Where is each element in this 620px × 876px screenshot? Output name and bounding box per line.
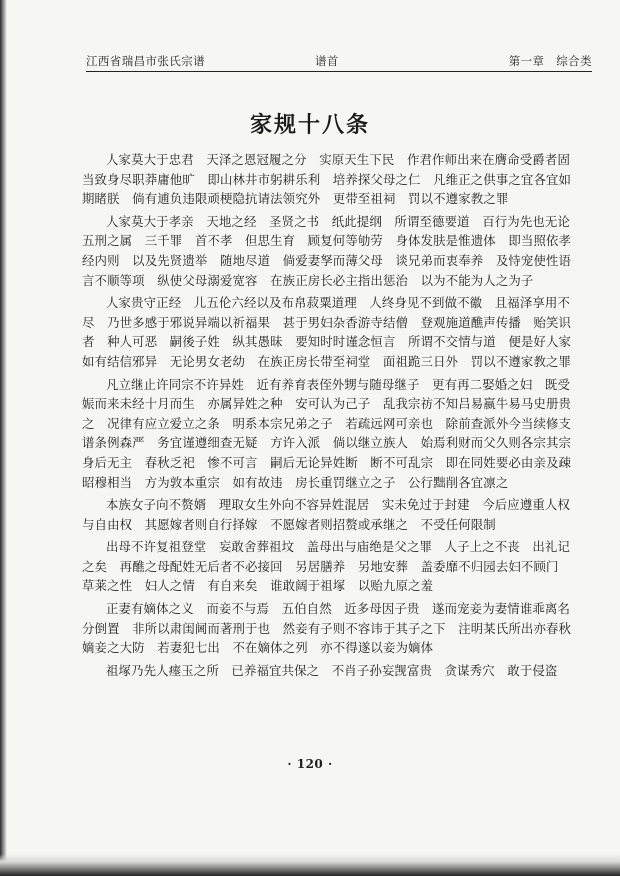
paragraph-6: 出母不许复祖登堂 妄敢舍葬祖坟 盖母出与庙绝是父之罪 人子上之不丧 出礼记之矣 再醮之母配姓无后者不必接回 另居膳养 另地安葬 盖委靡不归园去妇不顾门 草莱之性 妇人之情 有自来矣 谁敢阔于祖塚 以贻九原之羞 bbox=[82, 539, 572, 594]
page-bottom-edge bbox=[0, 854, 620, 876]
paragraph-4: 凡立继止许同宗不许异姓 近有养育表侄外甥与随母继子 更有再二娶婚之妇 既受娠而来未经十月而生 亦属异姓之种 安可认为己子 乱我宗祊不知吕易嬴牛易马史册贵之 况律有应立爱立之条 明系本宗兄弟之子 若疏远网可亲也 除前查派外今当续修支谱条例森严 务宜谨遵细查无疑 方许入派 倘以继立族人 始焉利财而父久则各宗其宗 身后无主 春秋乏祀 惨不可言 嗣后无论异姓断 断不可乱宗 即在同姓要必由亲及疎 昭穆相当 方为敦本重宗 如有故违 房长重罚继立之子 公行黜削各宜凛之 bbox=[82, 376, 584, 490]
header-rule bbox=[86, 71, 592, 72]
header-section: 谱首 bbox=[315, 54, 339, 68]
paragraph-8: 祖塚乃先人瘗玉之所 已养福宜共保之 不肖子孙妄觊富贵 贪谋秀穴 敢于侵盗 bbox=[106, 662, 558, 678]
header-chapter: 第一章 综合类 bbox=[508, 54, 592, 68]
body-text bbox=[82, 150, 584, 683]
paragraph-7: 正妻有嫡体之义 而妾不与焉 五伯自然 近多母因子贵 遂而宠妾为妻情谁乖离名分倒置 非所以肃闺阃而著刑于也 然妾有子则不容讳于其子之下 注明某氏所出亦春秋嫡妾之大防 若妻犯七出 不在嫡体之列 亦不得遂以妾为嫡体 bbox=[82, 601, 572, 656]
paragraph-3: 人家贵守正经 儿五伦六经以及布帛菽粟道理 人终身见不到做不徽 且福泽享用不尽 乃世多感于邪说异端以祈福果 甚于男妇杂香游寺结僧 登观施道醮声传播 贻笑识者 种人可恶 嗣後子姓 纵其愚昧 要知时时谨念恒言 所谓不交情与道 便是好人家 如有结信邪异 无论男女老幼 在族正房长带至祠堂 面祖跪三日外 罚以不遵家教之罪 bbox=[82, 295, 584, 369]
paragraph-5: 本族女子向不赘婿 理取女生外向不容异姓混居 实未免过于封建 今后应遵重人权与自由权 其愿嫁者则自行择嫁 不愿嫁者则招赘或承继之 不受任何限制 bbox=[82, 497, 571, 532]
page-number: · 120 · bbox=[287, 757, 333, 771]
paragraph-1: 人家莫大于忠君 天泽之恩冠履之分 实原天生下民 作君作师出来在膺命受爵者固当致身尽职莽庸他旷 即山林井市躬耕乐利 培养探父母之仁 凡维正之供事之宜各宜如期睹朕 倘有逋负违限顽梗隐抗请法领究外 更带至祖祠 罚以不遵家教之罪 bbox=[82, 152, 572, 207]
header-book-title: 江西省瑞昌市张氏宗谱 bbox=[86, 54, 205, 68]
paragraph-2: 人家莫大于孝亲 天地之经 圣贤之书 纸此提纲 所谓至德要道 百行为先也无论五刑之属 三千罪 首不孝 但思生育 顾复何等劬劳 身体发肤是惟遗体 即当照依孝经内则 以及先贤遗举 随地尽道 倘爱妻孥而薄父母 谈兄弟而衷奉养 及恃宠使性语言不顺等项 纵使父母溺爱宽容 在族正房长必主指出惩治 以为不能为人之为子 bbox=[82, 213, 572, 288]
page-title: 家规十八条 bbox=[249, 112, 370, 138]
running-header bbox=[86, 51, 592, 71]
